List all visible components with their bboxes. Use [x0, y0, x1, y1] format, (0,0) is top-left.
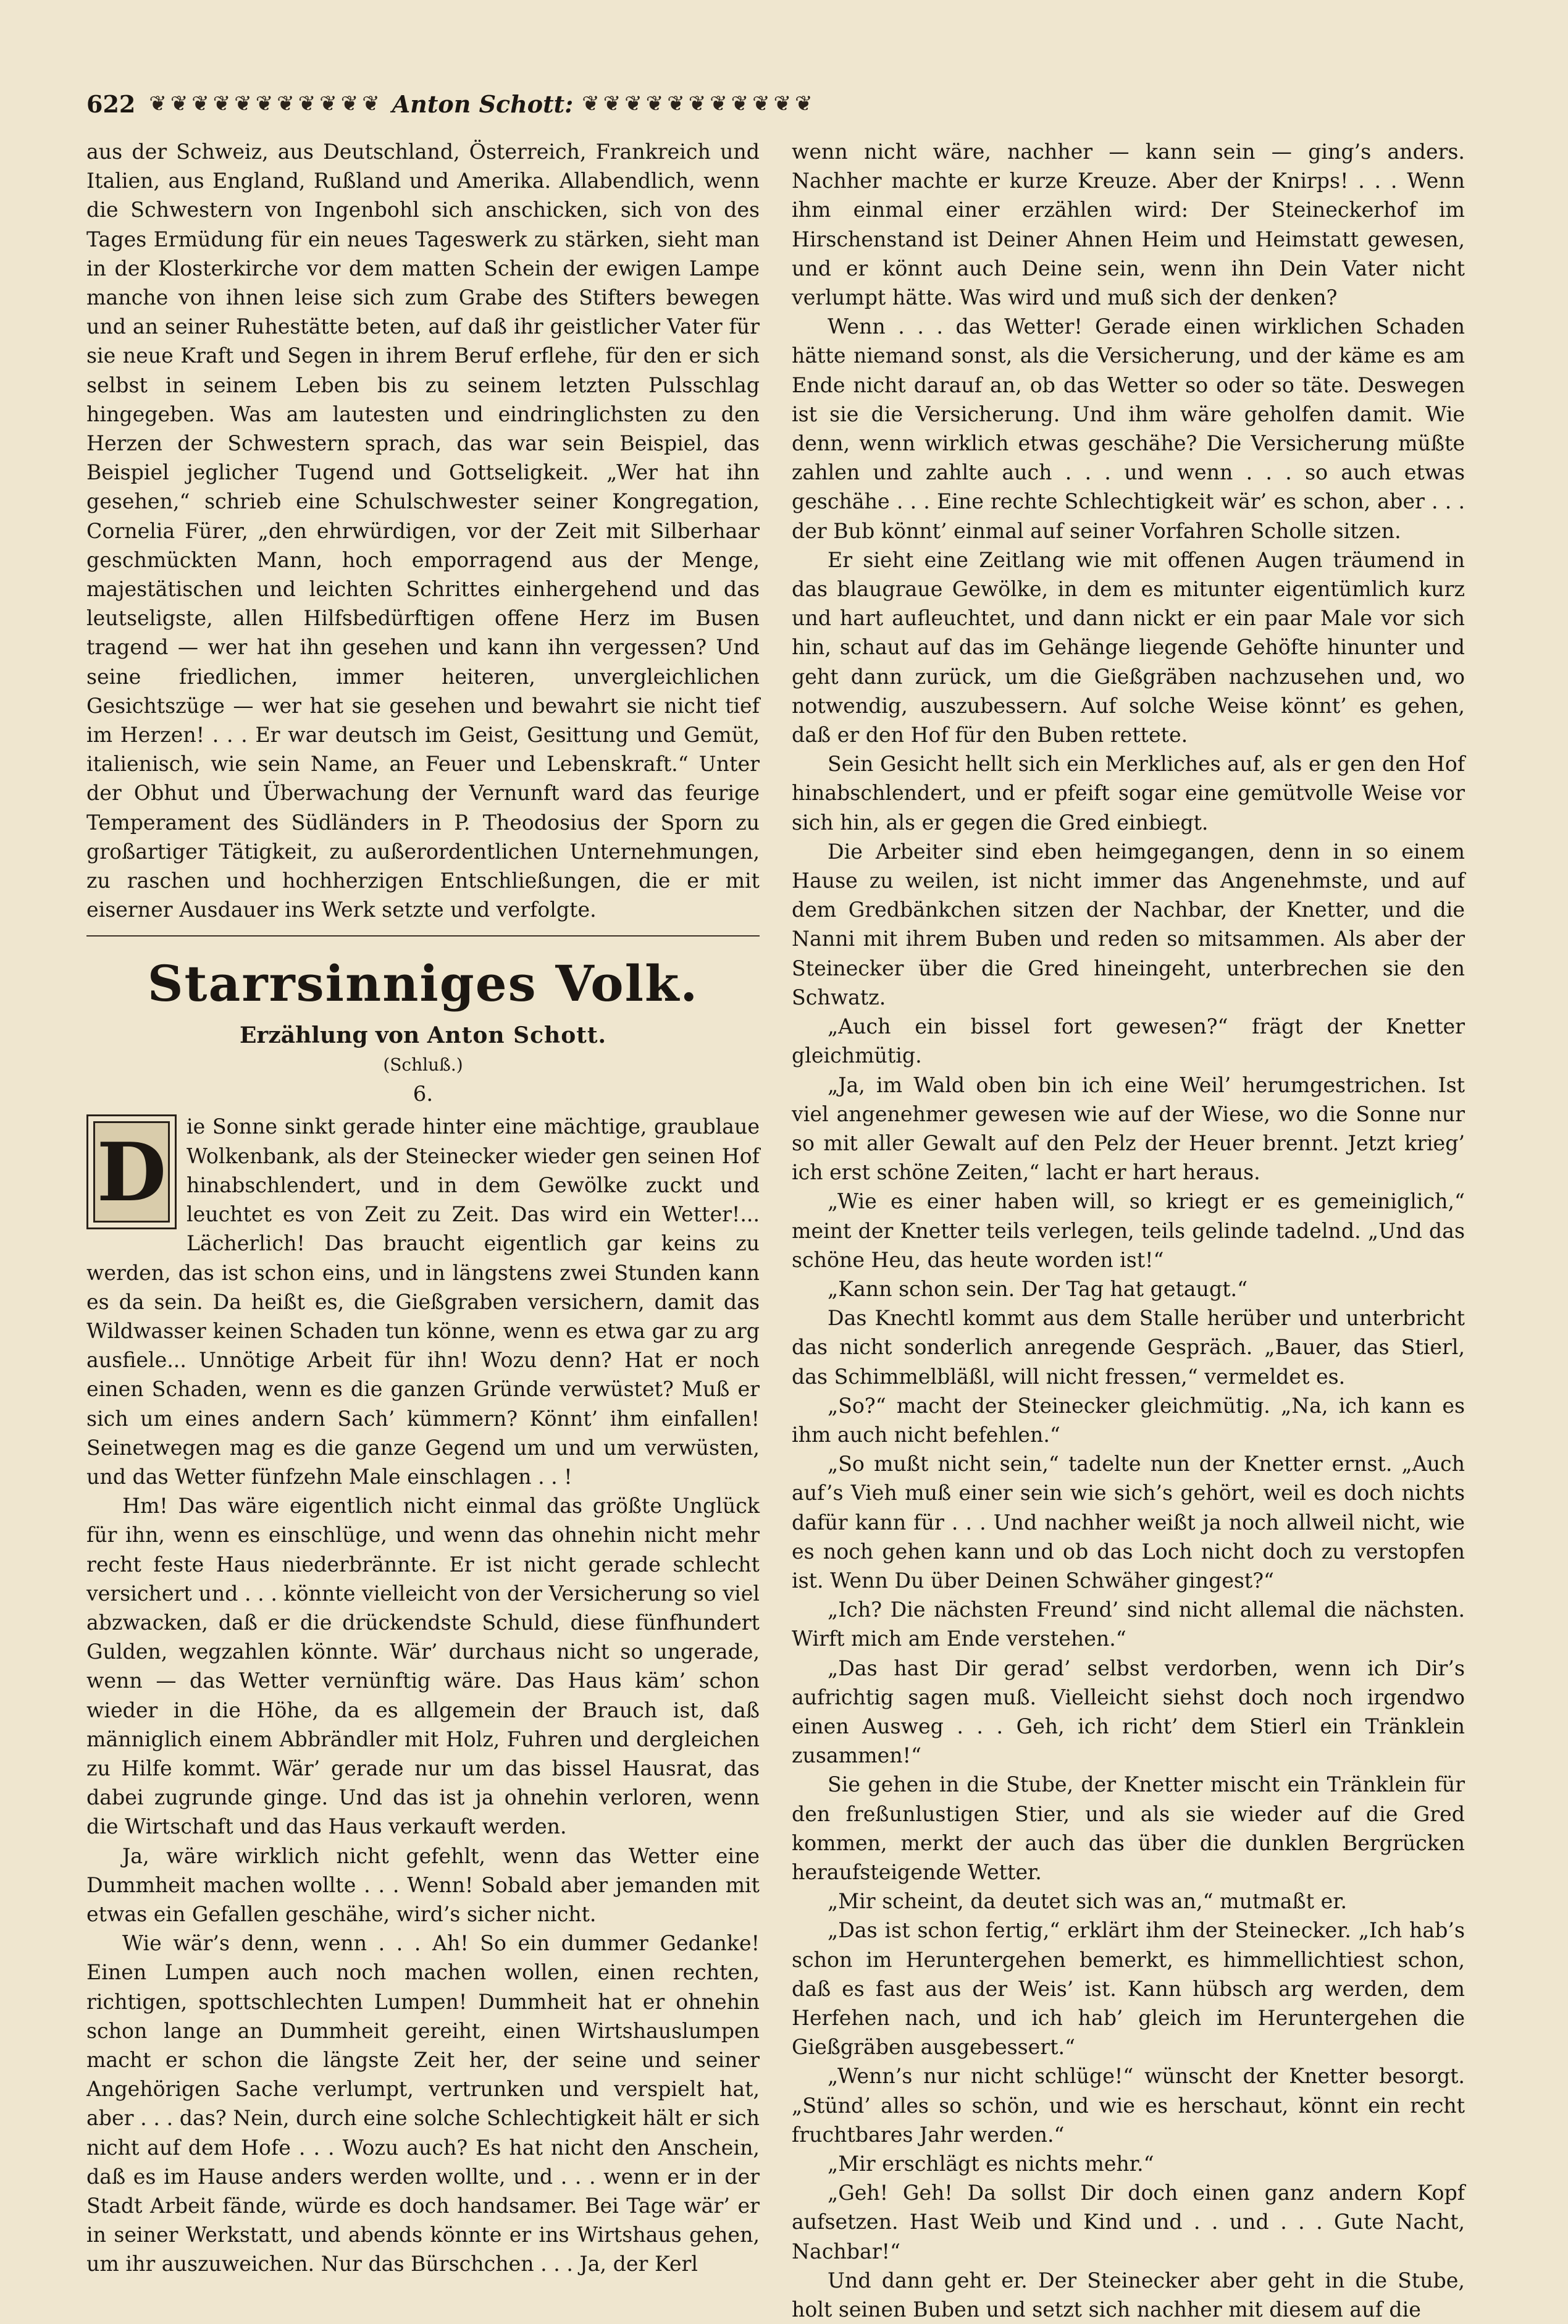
page-header	[86, 85, 1470, 122]
conclusion-note: (Schluß.)	[383, 1055, 463, 1076]
story-paragraph: „Das ist schon fertig,“ erklärt ihm der Steinecker. „Ich hab’s schon im Heruntergehen bemerkt, es himmellichtiest schon, daß es fast aus der Weis’ ist. Kann hübsch arg werden, dem Herfehen nach, und ich hab’ gleich im Heruntergehen die Gießgräben ausgebessert.“	[792, 1918, 1465, 2060]
story-paragraph: Das Knechtl kommt aus dem Stalle herüber und unterbricht das nicht sonderlich anregende Gespräch. „Bauer, das Stierl, das Schimmelbläßl, will nicht fressen,“ vermeldet es.	[792, 1306, 1465, 1389]
story-paragraph: Sie gehen in die Stube, der Knetter mischt ein Tränklein für den freßunlustigen Stier, und als sie wieder auf die Gred kommen, merkt der auch das über die dunklen Bergrücken heraufsteigende Wetter.	[792, 1772, 1465, 1884]
story-paragraph: „Kann schon sein. Der Tag hat getaugt.“	[828, 1276, 1248, 1301]
story-paragraph: „Geh! Geh! Da sollst Dir doch einen ganz andern Kopf aufsetzen. Hast Weib und Kind und . . und . . . Gute Nacht, Nachbar!“	[792, 2181, 1465, 2263]
right-column	[792, 137, 1465, 2324]
story-paragraph: Sein Gesicht hellt sich ein Merkliches auf, als er gen den Hof hinabschlendert, und er pfeift sogar eine gemütvolle Weise vor sich hin, als er gegen die Gred einbiegt.	[792, 752, 1465, 835]
story-paragraph: „So?“ macht der Steinecker gleichmütig. „Na, ich kann es ihm auch nicht befehlen.“	[792, 1393, 1465, 1447]
story-paragraph: Und dann geht er. Der Steinecker aber geht in die Stube, holt seinen Buben und setzt sich nachher mit diesem auf die	[792, 2268, 1465, 2322]
story-title: Starrsinniges Volk.	[147, 954, 699, 1013]
story-paragraph: „Ich? Die nächsten Freund’ sind nicht allemal die nächsten. Wirft mich am Ende verstehen.“	[792, 1598, 1465, 1651]
story-subtitle	[86, 1019, 760, 1051]
story-paragraph: „Das hast Dir gerad’ selbst verdorben, wenn ich Dir’s aufrichtig sagen muß. Vielleicht siehst doch noch irgendwo einen Ausweg . . . Geh, ich richt’ dem Stierl ein Tränklein zusammen!“	[792, 1656, 1465, 1768]
drop-cap: D	[86, 1114, 177, 1229]
story-paragraph: Wenn . . . das Wetter! Gerade einen wirklichen Schaden hätte niemand sonst, als die Versicherung, und der käme es am Ende nicht darauf an, ob das Wetter so oder so täte. Deswegen ist sie die Versicherung. Und ihm wäre geholfen damit. Wie denn, wenn wirklich etwas geschähe? Die Versicherung müßte zahlen und zahlte auch . . . und wenn . . . so auch etwas geschähe . . . Eine rechte Schlechtigkeit wär’ es schon, aber . . . der Bub könnt’ einmal auf seiner Vorfahren Scholle sitzen.	[792, 314, 1465, 543]
story-paragraph: Er sieht eine Zeitlang wie mit offenen Augen träumend in das blaugraue Gewölke, in dem es mitunter eigentümlich kurz und hart aufleuchtet, und dann nickt er ein paar Male vor sich hin, schaut auf das im Gehänge liegende Gehöfte hinunter und geht dann zurück, um die Gießgräben nachzusehen und, wo notwendig, auszubessern. Auf solche Weise könnt’ es gehen, daß er den Hof für den Buben rettete.	[792, 547, 1465, 747]
subtitle-prefix: Erzählung von	[239, 1022, 420, 1049]
story-paragraph: wenn nicht wäre, nachher — kann sein — ging’s anders. Nachher machte er kurze Kreuze. Aber der Knirps! . . . Wenn ihm einmal einer erzählen wird: Der Steineckerhof im Hirschenstand ist Deiner Ahnen Heim und Heimstatt gewesen, und er könnt auch Deine sein, wenn ihn Dein Vater nicht verlumpt hätte. Was wird und muß sich der denken?	[792, 140, 1465, 310]
intro-paragraph: aus der Schweiz, aus Deutschland, Österreich, Frankreich und Italien, aus England, Rußland und Amerika. Allabendlich, wenn die Schwestern von Ingenbohl sich anschicken, sich von des Tages Ermüdung für ein neues Tageswerk zu stärken, sieht man in der Klosterkirche vor dem matten Schein der ewigen Lampe manche von ihnen leise sich zum Grabe des Stifters bewegen und an seiner Ruhestätte beten, auf daß ihr geistlicher Vater für sie neue Kraft und Segen in ihrem Beruf erflehe, für den er sich selbst in seinem Leben bis zu seinem letzten Pulsschlag hingegeben. Was am lautesten und eindringlichsten zu den Herzen der Schwestern sprach, das war sein Beispiel, das Beispiel jeglicher Tugend und Gottseligkeit. „Wer hat ihn gesehen,“ schrieb eine Schulschwester seiner Kongregation, Cornelia Fürer, „den ehrwürdigen, vor der Zeit mit Silberhaar geschmückten Mann, hoch emporragend aus der Menge, majestätischen und leichten Schrittes einhergehend und das leutseligste, allen Hilfsbedürftigen offene Herz im Busen tragend — wer hat ihn gesehen und kann ihn vergessen? Und seine friedlichen, immer heiteren, unvergleichlichen Gesichtszüge — wer hat sie gesehen und bewahrt sie nicht tief im Herzen! . . . Er war deutsch im Geist, Gesittung und Gemüt, italienisch, wie sein Name, an Feuer und Lebenskraft.“ Unter der Obhut und Überwachung der Vernunft ward das feurige Temperament des Südländers in P. Theodosius der Sporn zu großartiger Tätigkeit, zu außerordentlichen Unternehmungen, zu raschen und hochherzigen Entschließungen, die er mit eiserner Ausdauer ins Werk setzte und verfolgte.	[86, 140, 760, 922]
story-paragraph: Ja, wäre wirklich nicht gefehlt, wenn das Wetter eine Dummheit machen wollte . . . Wenn! Sobald aber jemanden mit etwas ein Gefallen geschähe, wird’s sicher nicht.	[86, 1843, 760, 1926]
left-column	[86, 137, 760, 2279]
story-paragraph	[86, 1112, 760, 1491]
story-paragraph: „Mir erschlägt es nichts mehr.“	[828, 2152, 1154, 2176]
story-paragraph: „So mußt nicht sein,“ tadelte nun der Knetter ernst. „Auch auf’s Vieh muß einer sein wie sich’s gehört, weil es doch nichts dafür kann für . . . Und nachher weißt ja noch allweil nicht, wie es noch gehen kann und ob das Loch nicht doch zu verstopfen ist. Wenn Du über Deinen Schwäher gingest?“	[792, 1452, 1465, 1593]
story-paragraph: „Auch ein bissel fort gewesen?“ frägt der Knetter gleichmütig.	[792, 1014, 1465, 1068]
page-number: 622	[86, 90, 136, 118]
header-ornament-left: ❦❦❦❦❦❦❦❦❦❦❦	[149, 91, 384, 116]
story-paragraph: „Wenn’s nur nicht schlüge!“ wünscht der Knetter besorgt. „Stünd’ alles so schön, und wie es herschaut, könnt ein recht fruchtbares Jahr werden.“	[792, 2064, 1465, 2147]
story-paragraph: Die Arbeiter sind eben heimgegangen, denn in so einem Hause zu weilen, ist nicht immer das Angenehmste, und auf dem Gredbänkchen sitzen der Nachbar, der Knetter, und die Nanni mit ihrem Buben und reden so mitsammen. Als aber der Steinecker über die Gred hineingeht, unterbrechen sie den Schwatz.	[792, 839, 1465, 1009]
story-paragraph: Wie wär’s denn, wenn . . . Ah! So ein dummer Gedanke! Einen Lumpen auch noch machen wollen, einen rechten, richtigen, spottschlechten Lumpen! Dummheit hat er ohnehin schon lange an Dummheit gereiht, einen Wirtshauslumpen macht er schon die längste Zeit her, der seine und seiner Angehörigen Sache verlumpt, vertrunken und verspielt hat, aber . . . das? Nein, durch eine solche Schlechtigkeit hält er sich nicht auf dem Hofe . . . Wozu auch? Es hat nicht den Anschein, daß es im Hause anders werden wollte, und . . . wenn er in der Stadt Arbeit fände, würde es doch handsamer. Bei Tage wär’ er in seiner Werkstatt, und abends könnte er ins Wirtshaus gehen, um ihr auszuweichen. Nur das Bürschchen . . . Ja, der Kerl	[86, 1931, 760, 2276]
header-ornament-right: ❦❦❦❦❦❦❦❦❦❦❦	[582, 91, 816, 116]
chapter-number: 6.	[413, 1082, 434, 1107]
running-title: Anton Schott:	[392, 90, 574, 118]
story-paragraph-text: ie Sonne sinkt gerade hinter eine mächtige, graublaue Wolkenbank, als der Steinecker wieder gen seinen Hof hinabschlendert, und in dem Gewölke zuckt und leuchtet es von Zeit zu Zeit. Das wird ein Wetter!... Lächerlich! Das braucht eigentlich gar keins zu werden, das ist schon eins, und in längstens zwei Stunden kann es da sein. Da heißt es, die Gießgraben versichern, damit das Wildwasser keinen Schaden tun könne, wenn es etwa gar zu arg ausfiele... Unnötige Arbeit für ihn! Wozu denn? Hat er noch einen Schaden, wenn es die ganzen Gründe verwüstet? Muß er sich um eines andern Sach’ kümmern? Könnt’ ihm einfallen! Seinetwegen mag es die ganze Gegend um und um verwüsten, und das Wetter fünfzehn Male einschlagen . . !	[86, 1114, 760, 1489]
story-paragraph: „Ja, im Wald oben bin ich eine Weil’ herumgestrichen. Ist viel angenehmer gewesen wie auf der Wiese, wo die Sonne nur so mit aller Gewalt auf den Pelz der Heuer brennt. Jetzt krieg’ ich erst schöne Zeiten,“ lacht er hart heraus.	[792, 1072, 1465, 1185]
author-name: Anton Schott.	[427, 1022, 607, 1049]
section-divider	[86, 935, 760, 937]
story-paragraph: „Mir scheint, da deutet sich was an,“ mutmaßt er.	[828, 1889, 1348, 1914]
story-paragraph: „Wie es einer haben will, so kriegt er es gemeiniglich,“ meint der Knetter teils verlegen, teils gelinde tadelnd. „Und das schöne Heu, das heute worden ist!“	[792, 1189, 1465, 1272]
story-paragraph: Hm! Das wäre eigentlich nicht einmal das größte Unglück für ihn, wenn es einschlüge, und wenn das ohnehin nicht mehr recht feste Haus niederbrännte. Er ist nicht gerade schlecht versichert und . . . könnte vielleicht von der Versicherung so viel abzwacken, daß er die drückendste Schuld, diese fünfhundert Gulden, wegzahlen könnte. Wär’ durchaus nicht so ungerade, wenn — das Wetter vernünftig wäre. Das Haus käm’ schon wieder in die Höhe, da es allgemein der Brauch ist, daß männiglich einem Abbrändler mit Holz, Fuhren und dergleichen zu Hilfe kommt. Wär’ gerade nur um das bissel Hausrat, das dabei zugrunde ginge. Und das ist ja ohnehin verloren, wenn die Wirtschaft und das Haus verkauft werden.	[86, 1494, 760, 1839]
